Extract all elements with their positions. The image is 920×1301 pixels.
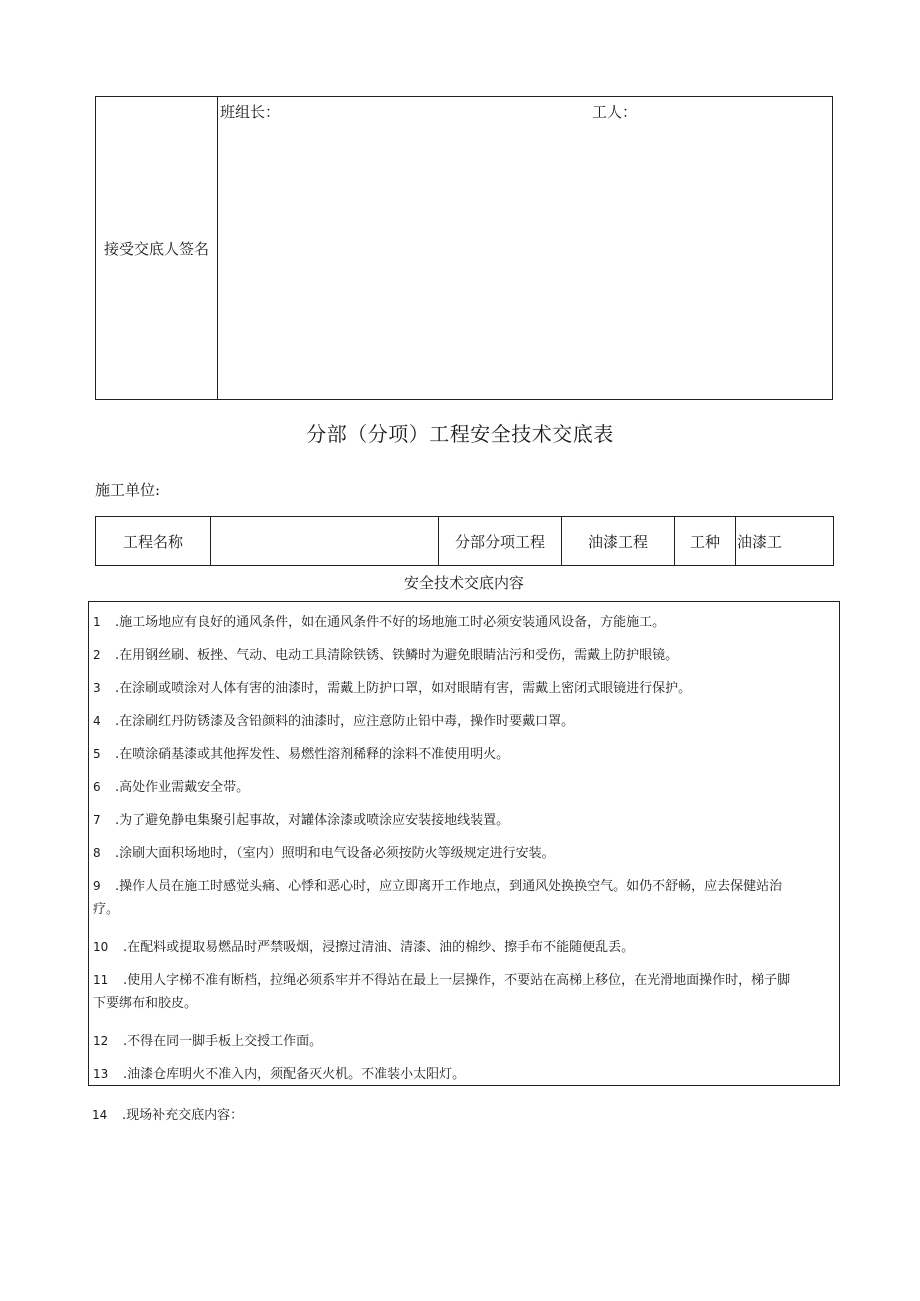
signature-label: 接受交底人签名: [96, 97, 218, 399]
list-item: 8 .涂刷大面积场地时，（室内）照明和电气设备必须按防火等级规定进行安装。: [93, 846, 555, 861]
content-heading: 安全技术交底内容: [403, 574, 524, 592]
page-title: 分部（分项）工程安全技术交底表: [306, 422, 614, 446]
supplementary-item: 14 .现场补充交底内容：: [92, 1108, 244, 1123]
worker-label: 工人：: [592, 103, 638, 121]
list-item: 4 .在涂刷红丹防锈漆及含铅颜料的油漆时，应注意防止铅中毒，操作时要戴口罩。: [93, 714, 575, 729]
subdivision-label: 分部分项工程: [454, 532, 545, 551]
list-item: 9 .操作人员在施工时感觉头痛、心悸和恶心时，应立即离开工作地点，到通风处换换空气。如仍不舒畅，应去保健站治 疗。: [93, 879, 783, 917]
list-item: 7 .为了避免静电集聚引起事故，对罐体涂漆或喷涂应安装接地线装置。: [93, 813, 510, 828]
list-item: 5 .在喷涂硝基漆或其他挥发性、易燃性溶剂稀释的涂料不准使用明火。: [93, 747, 510, 762]
project-name-value: [211, 517, 438, 565]
trade-value: 油漆工: [737, 532, 783, 551]
list-item: 6 .高处作业需戴安全带。: [93, 780, 250, 795]
content-box: [88, 601, 840, 1086]
list-item: 2 .在用钢丝刷、板挫、气动、电动工具清除铁锈、铁鳞时为避免眼睛沾污和受伤，需戴上防护眼镜。: [93, 648, 679, 663]
info-row: [95, 516, 834, 566]
list-item: 11 .使用人字梯不准有断档，拉绳必须系牢并不得站在最上一层操作，不要站在高梯上移位，在光滑地面操作时，梯子脚 下要绑布和胶皮。: [93, 973, 791, 1011]
list-item: 3 .在涂刷或喷涂对人体有害的油漆时，需戴上防护口罩，如对眼睛有害，需戴上密闭式眼镜进行保护。: [93, 681, 692, 696]
signature-table: [95, 96, 833, 400]
subdivision-value: 油漆工程: [587, 532, 648, 551]
construction-unit-label: 施工单位:: [95, 481, 161, 499]
list-item: 12 .不得在同一脚手板上交授工作面。: [93, 1034, 323, 1049]
list-item: 10 .在配料或提取易燃品时严禁吸烟，浸擦过清油、清漆、油的棉纱、擦手布不能随便乱丢。: [93, 940, 635, 955]
project-name-label: 工程名称: [122, 532, 183, 551]
list-item: 1 .施工场地应有良好的通风条件，如在通风条件不好的场地施工时必须安装通风设备，方能施工。: [93, 615, 666, 630]
foreman-label: 班组长：: [220, 103, 281, 121]
trade-label: 工种: [689, 532, 720, 551]
list-item: 13 .油漆仓库明火不准入内，须配备灭火机。不准装小太阳灯。: [93, 1067, 466, 1082]
